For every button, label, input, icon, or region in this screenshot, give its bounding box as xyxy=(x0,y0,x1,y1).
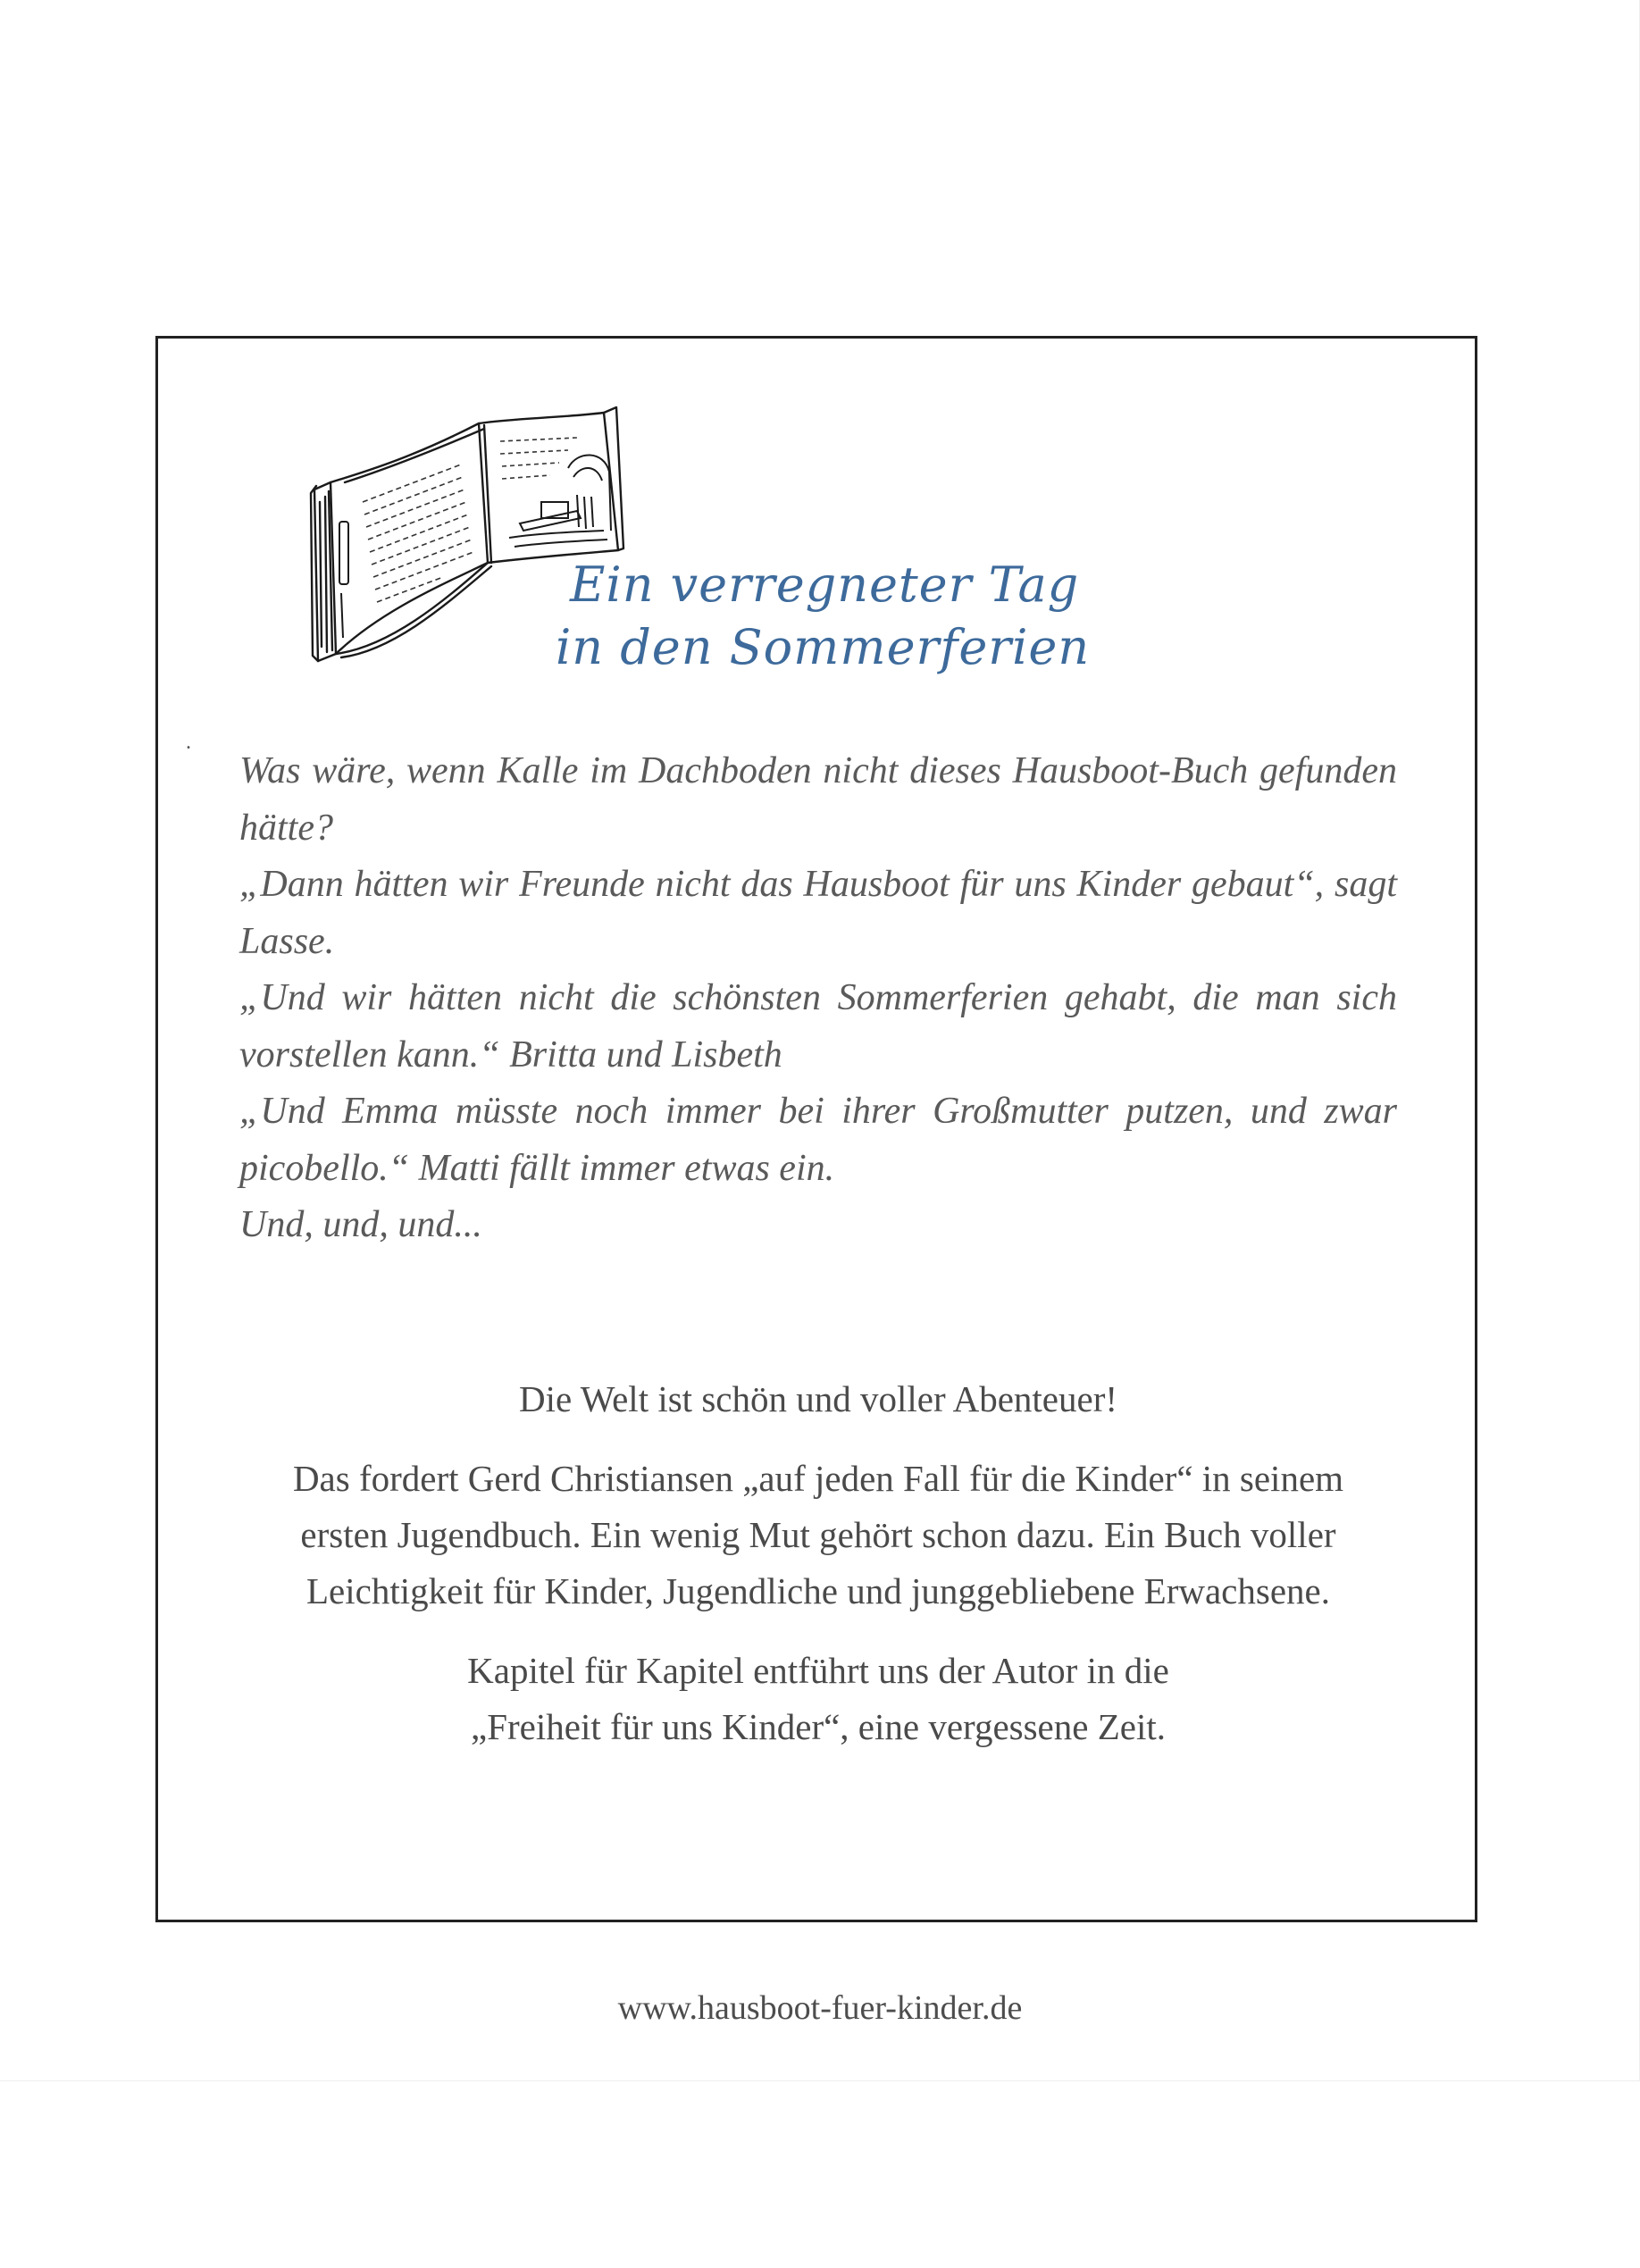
intro-paragraph: „Dann hätten wir Freunde nicht das Hausboot für uns Kinder gebaut“, sagt Lasse. xyxy=(239,864,1397,962)
blurb-line: ersten Jugendbuch. Ein wenig Mut gehört schon dazu. Ein Buch voller xyxy=(300,1514,1336,1555)
title-line-1: Ein verregneter Tag xyxy=(570,557,1080,613)
blurb-line: Leichtigkeit für Kinder, Jugendliche und junggebliebene Erwachsene. xyxy=(306,1570,1330,1611)
stray-dot-marker: . xyxy=(186,731,191,754)
blurb-paragraph-1 xyxy=(239,1451,1397,1619)
intro-paragraph: „Und wir hätten nicht die schönsten Sommerferien gehabt, die man sich vorstellen kann.“ Britta und Lisbeth xyxy=(239,977,1397,1075)
blurb-text xyxy=(239,1370,1397,1755)
blurb-line: Kapitel für Kapitel entführt uns der Autor in die xyxy=(467,1650,1169,1691)
title-line-2: in den Sommerferien xyxy=(556,619,1091,675)
intro-paragraph: Und, und, und... xyxy=(239,1204,482,1245)
blurb-line: „Freiheit für uns Kinder“, eine vergessene Zeit. xyxy=(471,1706,1166,1747)
book-title xyxy=(500,554,1179,679)
blurb-paragraph-2 xyxy=(239,1643,1397,1755)
blurb-line: Das fordert Gerd Christiansen „auf jeden Fall für die Kinder“ in seinem xyxy=(292,1458,1344,1499)
intro-paragraph: „Und Emma müsste noch immer bei ihrer Großmutter putzen, und zwar picobello.“ Matti fällt immer etwas ein. xyxy=(239,1091,1397,1189)
website-url: www.hausboot-fuer-kinder.de xyxy=(617,1989,1023,2027)
intro-text xyxy=(239,743,1397,1254)
blurb-headline: Die Welt ist schön und voller Abenteuer! xyxy=(518,1378,1117,1419)
intro-paragraph: Was wäre, wenn Kalle im Dachboden nicht dieses Hausboot-Buch gefunden hätte? xyxy=(239,750,1397,849)
